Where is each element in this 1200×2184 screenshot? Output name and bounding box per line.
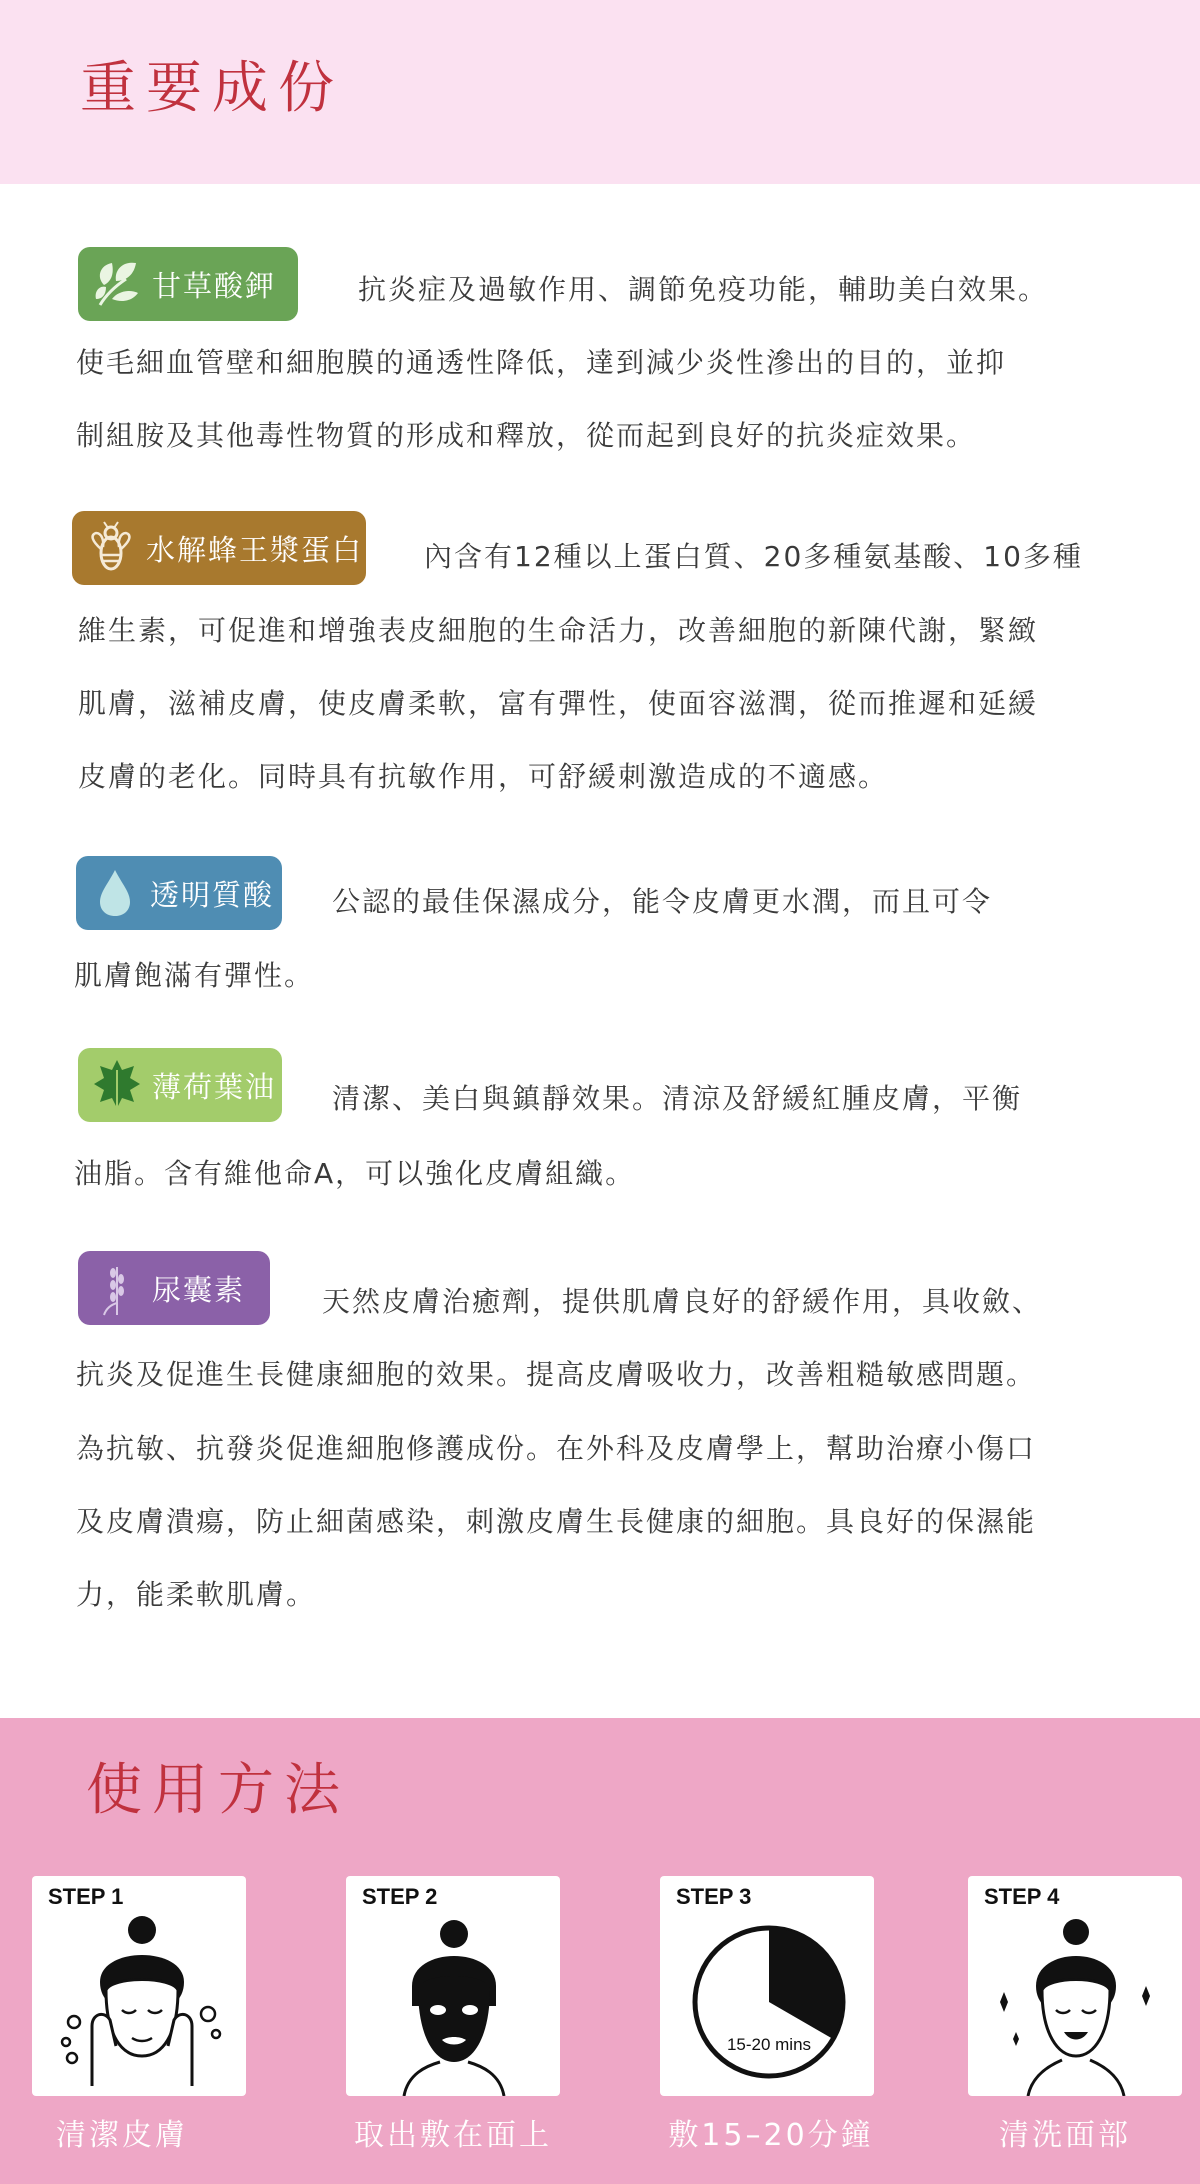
ingredient-name: 尿囊素 <box>152 1272 246 1307</box>
ingredient-desc-line: 為抗敏、抗發炎促進細胞修護成份。在外科及皮膚學上，幫助治療小傷口 <box>76 1432 1037 1465</box>
usage-section <box>0 1718 1200 2184</box>
step-label: STEP 3 <box>676 1884 752 1909</box>
step-1-card <box>32 1876 246 2096</box>
ingredients-header <box>0 0 1200 184</box>
timer-label: 15-20 mins <box>726 2035 812 2054</box>
ingredient-desc-line: 清潔、美白與鎮靜效果。清涼及舒緩紅腫皮膚，平衡 <box>332 1082 1023 1115</box>
ingredient-desc-line: 維生素，可促進和增強表皮細胞的生命活力，改善細胞的新陳代謝，緊緻 <box>78 614 1039 647</box>
ingredient-name: 透明質酸 <box>150 877 275 912</box>
lavender-icon <box>92 1259 142 1317</box>
ingredient-desc-line: 天然皮膚治癒劑，提供肌膚良好的舒緩作用，具收斂、 <box>322 1285 1043 1318</box>
usage-title: 使用方法 <box>86 1758 350 1823</box>
ingredients-title: 重要成份 <box>80 56 344 121</box>
step-label: STEP 4 <box>984 1884 1060 1909</box>
ingredient-badge <box>78 1251 270 1325</box>
ingredient-badge <box>76 856 282 930</box>
face-washing-icon <box>32 1906 246 2096</box>
ingredient-desc-line: 油脂。含有維他命A，可以強化皮膚組織。 <box>74 1157 636 1190</box>
step-label: STEP 1 <box>48 1884 124 1909</box>
ingredient-desc-line: 使毛細血管壁和細胞膜的通透性降低，達到減少炎性滲出的目的，並抑 <box>76 346 1007 379</box>
ingredient-badge <box>72 511 366 585</box>
ingredient-desc-line: 制組胺及其他毒性物質的形成和釋放，從而起到良好的抗炎症效果。 <box>76 419 977 452</box>
ingredient-desc-line: 內含有12種以上蛋白質、20多種氨基酸、10多種 <box>424 540 1083 573</box>
leaves-icon <box>92 255 142 313</box>
ingredient-desc-line: 抗炎症及過敏作用、調節免疫功能，輔助美白效果。 <box>358 273 1049 306</box>
step-caption: 清洗面部 <box>999 2118 1131 2153</box>
ingredient-desc-line: 抗炎及促進生長健康細胞的效果。提高皮膚吸收力，改善粗糙敏感問題。 <box>76 1358 1037 1391</box>
mint-leaf-icon <box>92 1056 142 1114</box>
ingredient-desc-line: 肌膚，滋補皮膚，使皮膚柔軟，富有彈性，使面容滋潤，從而推遲和延緩 <box>78 687 1039 720</box>
ingredient-desc-line: 公認的最佳保濕成分，能令皮膚更水潤，而且可令 <box>332 885 993 918</box>
timer-icon <box>660 1906 874 2096</box>
water-drop-icon <box>90 864 140 922</box>
step-caption: 敷15–20分鐘 <box>668 2118 874 2153</box>
face-mask-icon <box>346 1906 560 2096</box>
step-3-card <box>660 1876 874 2096</box>
ingredient-badge <box>78 1048 282 1122</box>
ingredient-name: 甘草酸鉀 <box>152 268 277 303</box>
clean-face-icon <box>968 1906 1182 2096</box>
ingredient-desc-line: 肌膚飽滿有彈性。 <box>74 959 315 992</box>
step-caption: 清潔皮膚 <box>56 2118 188 2153</box>
step-caption: 取出敷在面上 <box>354 2118 552 2153</box>
step-2-card <box>346 1876 560 2096</box>
step-4-card <box>968 1876 1182 2096</box>
ingredient-name: 薄荷葉油 <box>152 1069 277 1104</box>
ingredient-desc-line: 及皮膚潰瘍，防止細菌感染，刺激皮膚生長健康的細胞。具良好的保濕能 <box>76 1505 1037 1538</box>
bee-icon <box>86 519 136 577</box>
ingredient-badge <box>78 247 298 321</box>
ingredient-name: 水解蜂王漿蛋白 <box>146 532 364 567</box>
ingredient-desc-line: 皮膚的老化。同時具有抗敏作用，可舒緩刺激造成的不適感。 <box>78 760 889 793</box>
ingredient-desc-line: 力，能柔軟肌膚。 <box>76 1578 317 1611</box>
step-label: STEP 2 <box>362 1884 438 1909</box>
